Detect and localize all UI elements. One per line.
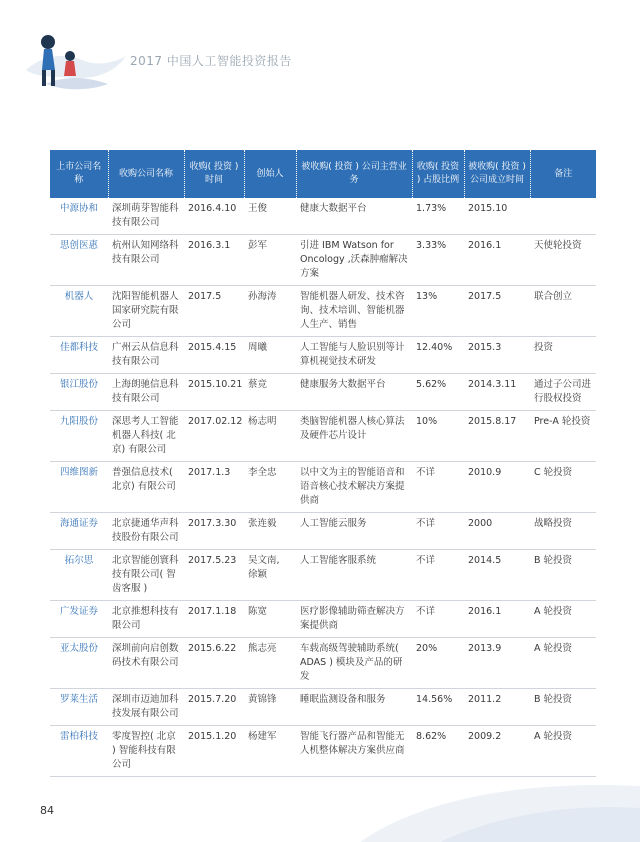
- table-cell: 杨志明: [244, 411, 296, 462]
- table-cell: 14.56%: [412, 689, 464, 726]
- table-cell: 北京智能创寰科技有限公司( 智齿客服 ): [108, 550, 184, 601]
- listed-company-cell: 佳都科技: [50, 337, 108, 374]
- table-cell: 2000: [464, 513, 530, 550]
- table-cell: 3.33%: [412, 235, 464, 286]
- table-row: [50, 689, 596, 726]
- column-header: 收购( 投资 ) 时间: [184, 150, 244, 198]
- table-cell: 黄锦锋: [244, 689, 296, 726]
- table-cell: 20%: [412, 638, 464, 689]
- table-cell: C 轮投资: [530, 462, 596, 513]
- page-number: 84: [40, 804, 54, 817]
- table-cell: 2015.10: [464, 198, 530, 235]
- listed-company-cell: 中源协和: [50, 198, 108, 235]
- table-cell: 智能机器人研发、技术咨询、技术培训、智能机器人生产、销售: [296, 286, 412, 337]
- table-cell: 陈宽: [244, 601, 296, 638]
- table-cell: 2015.7.20: [184, 689, 244, 726]
- column-header: 上市公司名称: [50, 150, 108, 198]
- table-cell: 12.40%: [412, 337, 464, 374]
- table-cell: 天使轮投资: [530, 235, 596, 286]
- table-cell: [530, 198, 596, 235]
- listed-company-cell: 思创医惠: [50, 235, 108, 286]
- table-cell: B 轮投资: [530, 689, 596, 726]
- table-cell: 8.62%: [412, 726, 464, 777]
- table-cell: A 轮投资: [530, 601, 596, 638]
- table-cell: 13%: [412, 286, 464, 337]
- listed-company-cell: 海通证券: [50, 513, 108, 550]
- table-cell: 2017.5: [464, 286, 530, 337]
- table-cell: 健康大数据平台: [296, 198, 412, 235]
- table-cell: 2017.02.12: [184, 411, 244, 462]
- column-header: 创始人: [244, 150, 296, 198]
- table-cell: 2017.3.30: [184, 513, 244, 550]
- listed-company-cell: 广发证券: [50, 601, 108, 638]
- table-cell: 深圳市迈迪加科技发展有限公司: [108, 689, 184, 726]
- table-cell: 5.62%: [412, 374, 464, 411]
- table-row: [50, 462, 596, 513]
- table-cell: 上海朗驰信息科技有限公司: [108, 374, 184, 411]
- table-cell: 1.73%: [412, 198, 464, 235]
- column-header: 被收购( 投资 ) 公司主营业务: [296, 150, 412, 198]
- table-cell: 2014.3.11: [464, 374, 530, 411]
- table-cell: 2015.3: [464, 337, 530, 374]
- table-row: [50, 411, 596, 462]
- listed-company-cell: 九阳股份: [50, 411, 108, 462]
- table-cell: 2016.1: [464, 235, 530, 286]
- table-cell: 北京推想科技有限公司: [108, 601, 184, 638]
- table-cell: 以中文为主的智能语音和语音核心技术解决方案提供商: [296, 462, 412, 513]
- header-illustration: [22, 26, 132, 96]
- listed-company-cell: 罗莱生活: [50, 689, 108, 726]
- listed-company-cell: 银江股份: [50, 374, 108, 411]
- table-cell: 引进 IBM Watson for Oncology ,沃森肿瘤解决方案: [296, 235, 412, 286]
- table-cell: Pre-A 轮投资: [530, 411, 596, 462]
- table-cell: 睡眠监测设备和服务: [296, 689, 412, 726]
- table-row: [50, 198, 596, 235]
- table-cell: A 轮投资: [530, 726, 596, 777]
- investment-table: [50, 150, 596, 777]
- table-cell: 彭军: [244, 235, 296, 286]
- column-header: 被收购( 投资 ) 公司成立时间: [464, 150, 530, 198]
- table-cell: 不详: [412, 550, 464, 601]
- listed-company-cell: 雷柏科技: [50, 726, 108, 777]
- table-cell: 2017.5.23: [184, 550, 244, 601]
- table-row: [50, 286, 596, 337]
- table-cell: 2017.1.18: [184, 601, 244, 638]
- column-header: 收购( 投资 ) 占股比例: [412, 150, 464, 198]
- table-cell: 张连毅: [244, 513, 296, 550]
- table-cell: 2017.1.3: [184, 462, 244, 513]
- table-cell: 10%: [412, 411, 464, 462]
- table-cell: 普强信息技术( 北京) 有限公司: [108, 462, 184, 513]
- table-cell: 广州云从信息科技有限公司: [108, 337, 184, 374]
- table-cell: 车载高级驾驶辅助系统( ADAS ) 模块及产品的研发: [296, 638, 412, 689]
- table-cell: 杨建军: [244, 726, 296, 777]
- table-row: [50, 235, 596, 286]
- column-header: 备注: [530, 150, 596, 198]
- table-cell: 李全忠: [244, 462, 296, 513]
- table-cell: 2014.5: [464, 550, 530, 601]
- table-cell: 人工智能云服务: [296, 513, 412, 550]
- table-header-row: [50, 150, 596, 198]
- table-cell: 北京捷通华声科技股份有限公司: [108, 513, 184, 550]
- table-row: [50, 638, 596, 689]
- table-cell: 智能飞行器产品和智能无人机整体解决方案供应商: [296, 726, 412, 777]
- table-row: [50, 513, 596, 550]
- table-cell: 不详: [412, 601, 464, 638]
- table-cell: 熊志亮: [244, 638, 296, 689]
- table-cell: 杭州认知网络科技有限公司: [108, 235, 184, 286]
- report-title: 2017 中国人工智能投资报告: [130, 54, 292, 68]
- table-cell: 不详: [412, 462, 464, 513]
- table-cell: 2015.6.22: [184, 638, 244, 689]
- table-cell: 不详: [412, 513, 464, 550]
- column-header: 收购公司名称: [108, 150, 184, 198]
- table-cell: 2016.3.1: [184, 235, 244, 286]
- table-cell: 2009.2: [464, 726, 530, 777]
- table-cell: 2016.4.10: [184, 198, 244, 235]
- table-cell: 2016.1: [464, 601, 530, 638]
- table-cell: 沈阳智能机器人国家研究院有限公司: [108, 286, 184, 337]
- table-cell: 2010.9: [464, 462, 530, 513]
- listed-company-cell: 亚太股份: [50, 638, 108, 689]
- table-cell: 投资: [530, 337, 596, 374]
- table-cell: 医疗影像辅助筛查解决方案提供商: [296, 601, 412, 638]
- listed-company-cell: 四维图新: [50, 462, 108, 513]
- table-cell: 2015.4.15: [184, 337, 244, 374]
- page-header: [0, 0, 640, 100]
- table-cell: 联合创立: [530, 286, 596, 337]
- table-cell: 2011.2: [464, 689, 530, 726]
- table-cell: 2013.9: [464, 638, 530, 689]
- investment-table-container: [50, 150, 596, 777]
- table-cell: B 轮投资: [530, 550, 596, 601]
- table-cell: 吴文南, 徐颖: [244, 550, 296, 601]
- table-cell: 深思考人工智能机器人科技( 北京) 有限公司: [108, 411, 184, 462]
- table-row: [50, 374, 596, 411]
- table-cell: 深圳前向启创数码技术有限公司: [108, 638, 184, 689]
- table-row: [50, 601, 596, 638]
- footer-wave-decoration: [0, 760, 640, 842]
- table-cell: 人工智能与人脸识别等计算机视觉技术研发: [296, 337, 412, 374]
- table-row: [50, 550, 596, 601]
- table-cell: 类脑智能机器人核心算法及硬件芯片设计: [296, 411, 412, 462]
- table-cell: 通过子公司进行股权投资: [530, 374, 596, 411]
- table-cell: A 轮投资: [530, 638, 596, 689]
- table-cell: 2015.8.17: [464, 411, 530, 462]
- table-cell: 周曦: [244, 337, 296, 374]
- listed-company-cell: 拓尔思: [50, 550, 108, 601]
- table-cell: 2017.5: [184, 286, 244, 337]
- table-cell: 2015.1.20: [184, 726, 244, 777]
- table-cell: 2015.10.21: [184, 374, 244, 411]
- table-cell: 王俊: [244, 198, 296, 235]
- table-cell: 人工智能客服系统: [296, 550, 412, 601]
- table-cell: 零度智控( 北京 ) 智能科技有限公司: [108, 726, 184, 777]
- table-cell: 孙海涛: [244, 286, 296, 337]
- table-body: [50, 198, 596, 777]
- table-cell: 蔡竞: [244, 374, 296, 411]
- table-cell: 深圳萌芽智能科技有限公司: [108, 198, 184, 235]
- listed-company-cell: 机器人: [50, 286, 108, 337]
- table-row: [50, 337, 596, 374]
- table-cell: 战略投资: [530, 513, 596, 550]
- table-cell: 健康服务大数据平台: [296, 374, 412, 411]
